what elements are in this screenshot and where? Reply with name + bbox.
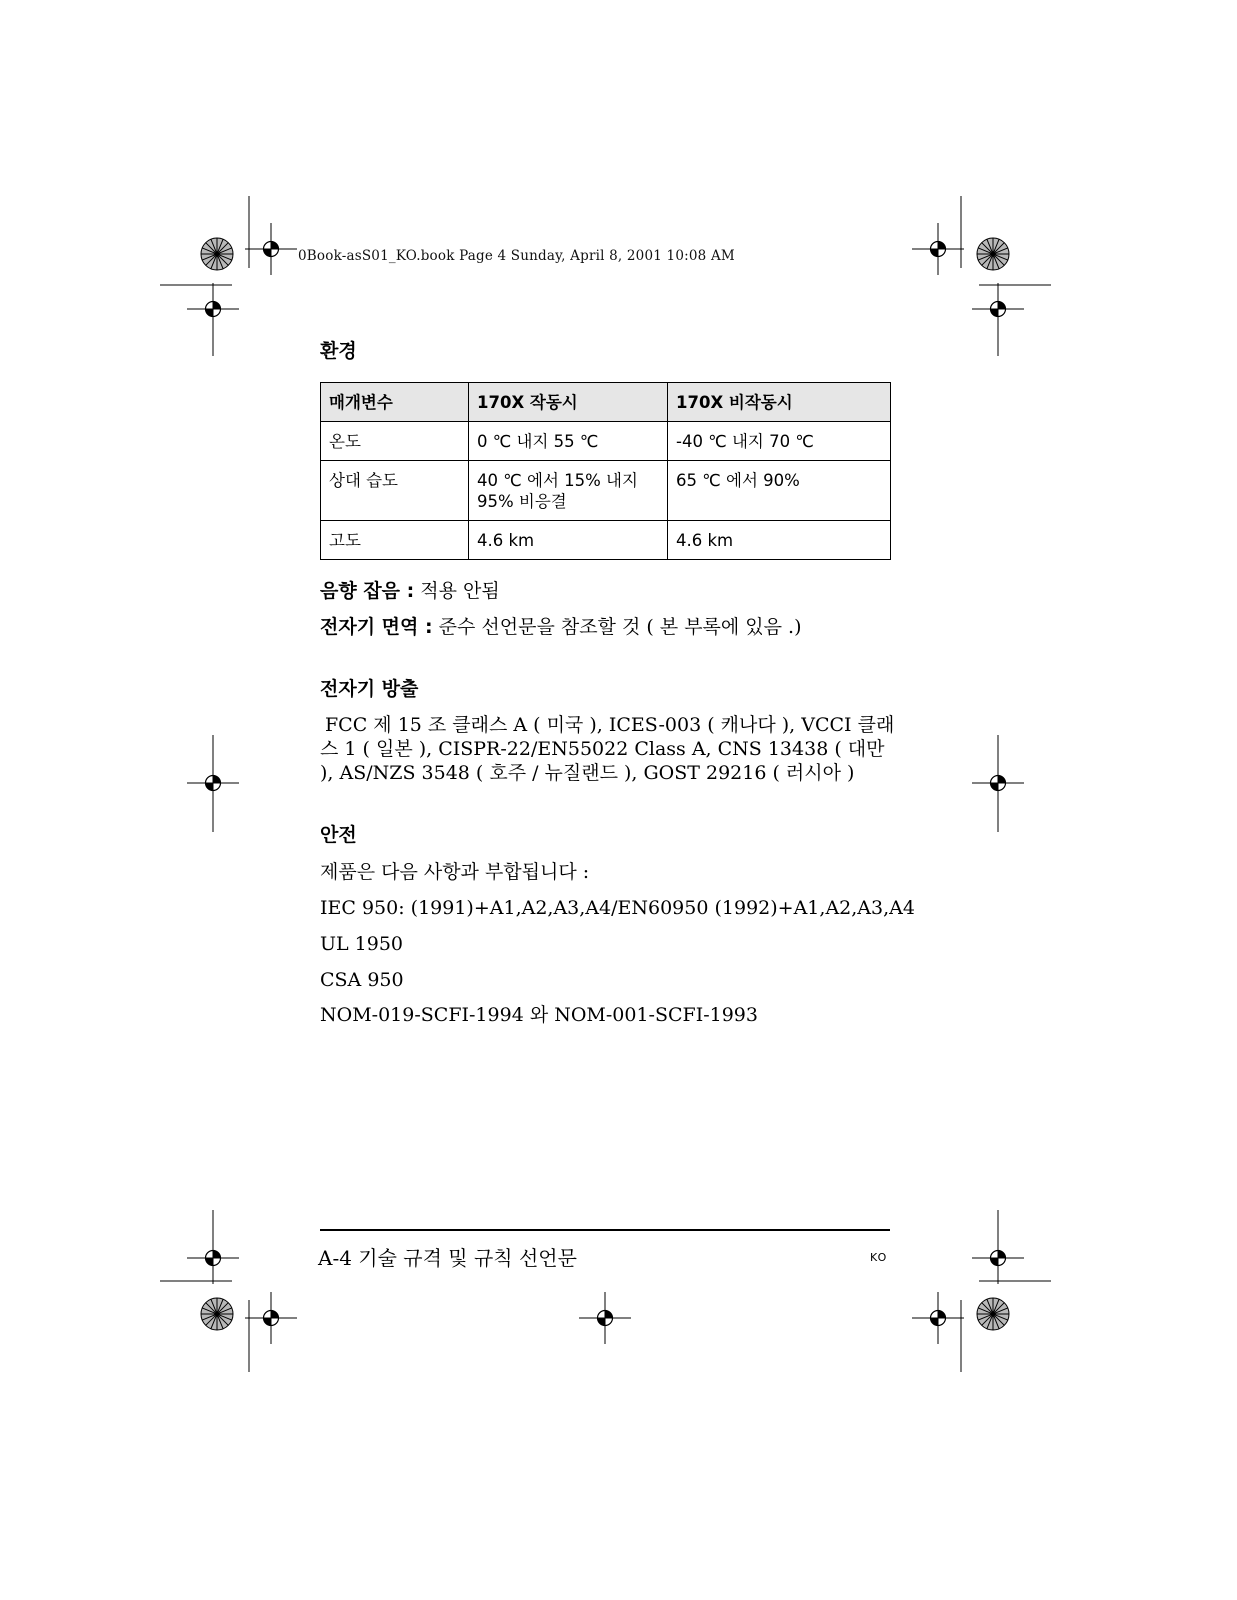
safety-heading: 안전 [320, 824, 357, 846]
table-cell: 상대 습도 [321, 461, 469, 521]
registration-cross-icon [187, 1232, 239, 1284]
environment-table [320, 382, 891, 560]
table-cell: 40 ℃ 에서 15% 내지 95% 비응결 [469, 461, 668, 521]
registration-cross-icon [187, 283, 239, 335]
registration-cross-icon [579, 1292, 631, 1344]
table-cell: 4.6 km [668, 521, 891, 560]
emissions-text: FCC 제 15 조 클래스 A ( 미국 ), ICES-003 ( 캐나다 ), VCCI 클래스 1 ( 일본 ), CISPR-22/EN55022 Class A, CNS 13438 ( 대만 ), AS/NZS 3548 ( 호주 / 뉴질랜드 ), GOST 29216 ( 러시아 ) [320, 714, 895, 784]
print-header: 0Book-asS01_KO.book Page 4 Sunday, April 8, 2001 10:08 AM [298, 248, 735, 264]
registration-wheel-icon [977, 1298, 1009, 1330]
immunity-line [320, 615, 802, 639]
column-header: 170X 작동시 [469, 383, 668, 422]
emissions-heading: 전자기 방출 [320, 678, 419, 700]
immunity-label: 전자기 면역 : [320, 616, 433, 638]
immunity-text: 준수 선언문을 참조할 것 ( 본 부록에 있음 .) [432, 616, 802, 638]
registration-cross-icon [972, 757, 1024, 809]
table-cell: 0 ℃ 내지 55 ℃ [469, 422, 668, 461]
safety-line: IEC 950: (1991)+A1,A2,A3,A4/EN60950 (1992)+A1,A2,A3,A4 [320, 897, 915, 919]
column-header: 170X 비작동시 [668, 383, 891, 422]
registration-wheel-icon [201, 1298, 233, 1330]
safety-line: NOM-019-SCFI-1994 와 NOM-001-SCFI-1993 [320, 1004, 758, 1026]
table-cell: 4.6 km [469, 521, 668, 560]
registration-wheel-icon [977, 238, 1009, 270]
footer-rule [320, 1229, 890, 1231]
table-cell: 65 ℃ 에서 90% [668, 461, 891, 521]
registration-cross-icon [972, 1232, 1024, 1284]
acoustic-label: 음향 잡음 : [320, 580, 415, 602]
footer-page-title: A-4 기술 규격 및 규칙 선언문 [318, 1246, 577, 1270]
safety-line: UL 1950 [320, 933, 404, 955]
footer-language-code: KO [870, 1251, 888, 1264]
registration-cross-icon [912, 223, 964, 275]
registration-cross-icon [187, 757, 239, 809]
safety-line: CSA 950 [320, 969, 404, 991]
table-row [321, 422, 891, 461]
registration-cross-icon [912, 1292, 964, 1344]
registration-wheel-icon [201, 238, 233, 270]
registration-cross-icon [245, 223, 297, 275]
acoustic-text: 적용 안됨 [414, 580, 500, 602]
environment-heading: 환경 [320, 340, 357, 362]
table-cell: -40 ℃ 내지 70 ℃ [668, 422, 891, 461]
column-header: 매개변수 [321, 383, 469, 422]
registration-cross-icon [245, 1292, 297, 1344]
acoustic-noise-line [320, 579, 500, 603]
registration-cross-icon [972, 283, 1024, 335]
table-row [321, 461, 891, 521]
table-cell: 온도 [321, 422, 469, 461]
safety-line: 제품은 다음 사항과 부합됩니다 : [320, 861, 590, 883]
table-row [321, 521, 891, 560]
table-header-row [321, 383, 891, 422]
table-cell: 고도 [321, 521, 469, 560]
